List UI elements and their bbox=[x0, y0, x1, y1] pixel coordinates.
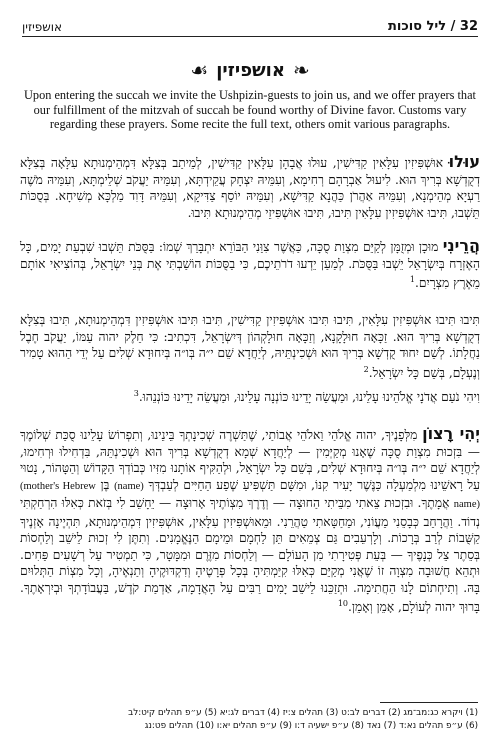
paragraph-text-b: אֲמָתֶךָ. וּבִזְכוּת צֵאתִי מִבֵּיתִי הַחוּצָה — וְדֶרֶךְ מִצְוֹתֶיךָ אָרוּצָה — יֵחָשֵׁב לִי בְּזֹאת כְּאִלּוּ הִרְחַקְתִּי נְדוֹד. וַהֲרָחֵב כְּבָסֵנִי מֵעֲוֹנִי, וּמֵחַטָּאתִי טַהֲרֵנִי. וּמֵאוּשְׁפִּיזִין עִלָּאִין, אוּשְׁפִּיזִין דִּמְהֵימְנוּתָא, תִּהְיֶינָה אָזְנֶיךָ קַשֻּׁבוֹת לְרַב בְּרָכוֹת. וְלָרְעֵבִים גַּם צְמֵאִים תֵּן לַחְמָם וּמֵימָם הַנֶּאֱמָנִים. וְתִתֶּן לִי זְכוּת לֵישֵׁב וְלַחְסוֹת בְּסֵתֶר צֵל כְּנָפֶיךָ — בְּעֵת פְּטִירָתִי מִן הָעוֹלָם — וְלַחְסוֹת מִזֶּרֶם וּמִמָּטָר, כִּי תַמְטִיר עַל רְשָׁעִים פַּחִים. וּתְהֵא חֲשׁוּבָה מִצְוָה זוֹ שֶׁאֲנִי מְקַיֵּם כְּאִלּוּ קִיַּמְתִּיהָ בְּכָל פְּרָטֶיהָ וְדִקְדּוּקֶיהָ וְתַנְאֶיהָ, וְכָל מִצְוֹת הַתְּלוּיִם בָּהּ. וְתִיחְתוֹם לָנוּ הַחֲתִימָה. וּתְזַכֵּנוּ לֵישֵׁב יָמִים רַבִּים עַל הָאֲדָמָה, אַדְמַת קֹדֶשׁ, בַּעֲבוֹדָתְךָ וּבְיִרְאָתֶךָ. בָּרוּךְ יהוה לְעוֹלָם, אָמֵן וְאָמֵן. bbox=[20, 496, 480, 615]
header-rule bbox=[22, 36, 478, 37]
paragraph-lead-word: יְהִי רָצוֹן bbox=[422, 424, 481, 443]
paragraph-hareini bbox=[20, 238, 480, 292]
paragraph-ulu bbox=[20, 154, 480, 221]
paragraph-text: מוּכָן וּמְזֻמָּן לְקַיֵּם מִצְוַת סֻכָּה, כַּאֲשֶׁר צִוַּנִי הַבּוֹרֵא יִתְבָּרַךְ שְׁמוֹ: בַּסֻּכֹּת תֵּשְׁבוּ שִׁבְעַת יָמִים, כָּל הָאֶזְרָח בְּיִשְׂרָאֵל יֵשְׁבוּ בַּסֻּכֹּת. לְמַעַן יֵדְעוּ דֹרֹתֵיכֶם, כִּי בַסֻּכּוֹת הוֹשַׁבְתִּי אֶת בְּנֵי יִשְׂרָאֵל, בְּהוֹצִיאִי אוֹתָם מֵאֶרֶץ מִצְרָיִם. bbox=[20, 240, 480, 291]
mother-name-placeholder: (mother's Hebrew name) bbox=[20, 480, 481, 510]
running-head-section: אושפיזין bbox=[22, 20, 63, 34]
footnotes bbox=[22, 707, 478, 733]
paragraph-lead-word: הֲרֵינִי bbox=[442, 236, 480, 255]
footnote-marker: 3 bbox=[133, 389, 139, 398]
paragraph-text-a: מִלְּפָנֶיךָ, יהוה אֱלֹהַי וֵאלֹהֵי אֲבוֹתַי, שֶׁתַּשְׁרֶה שְׁכִינָתְךָ בֵּינֵינוּ, וְתִפְרוֹשׂ עָלֵינוּ סֻכַּת שְׁלוֹמֶךָ — בִּזְכוּת מִצְוַת סֻכָּה שֶׁאָנוּ מְקַיְּמִין — לְיַחֲדָא שְׁמָא דְקֻדְשָׁא בְּרִיךְ הוּא וּשְׁכִינְתֵּהּ, בִּדְחִילוּ וּרְחִימוּ, לְיַחֲדָא שֵׁם י״ה בְּו״ה בְּיִחוּדָא שְׁלִים, בְּשֵׁם כָּל יִשְׂרָאֵל, וּלְהַקִּיף אוֹתָנוּ מִזִּיו כְּבוֹדְךָ הַקָּדוֹשׁ וְהַטָּהוֹר, נָטוּי עַל רָאשֵׁינוּ מִלְמַעְלָה כַּנֶּשֶׁר יָעִיר קִנּוֹ, וּמִשָּׁם תַּשְׁפִּיעַ שֶׁפַע הַחַיִּים לְעַבְדְּךָ bbox=[20, 428, 481, 492]
paragraph-text: אוּשְׁפִּיזִין עִלָּאִין קַדִּישִׁין, עוּלוּ אֲבָהָן עִלָּאִין קַדִּישִׁין, לְמֵיתַב בְּצִלָּא דִּמְהֵימְנוּתָא עִלָּאָה בְּצִלָּא דְקֻדְשָׁא בְּרִיךְ הוּא. לִיעוּל אַבְרָהָם רְחִימָא, וְעִמֵּיהּ יִצְחָק עֲקֵידְתָּא, וְעִמֵּיהּ יַעֲקֹב שְׁלֵימְתָּא, וְעִמֵּיהּ מֹשֶׁה רַעְיָא מְהֵימְנָא, וְעִמֵּיהּ אַהֲרֹן כַּהֲנָא קַדִּישָׁא, וְעִמֵּיהּ יוֹסֵף צַדִּיקָא, וְעִמֵּיהּ דָּוִד מַלְכָּא מְשִׁיחָא. בְּסֻכּוֹת תֵּשְׁבוּ, תִּיבוּ אוּשְׁפִּיזִין עִלָּאִין תִּיבוּ, תִּיבוּ אוּשְׁפִּיזֵי מְהֵימְנוּתָא תִּיבוּ. bbox=[20, 156, 480, 220]
son-of-word: בֶּן bbox=[100, 477, 110, 492]
english-introduction: Upon entering the succah we invite the Ushpizin-guests to join us, and we offer prayers that our fulfillment of the mitzvah of succah be found worthy of Divine favor. Customs vary regarding these prayers. Some recite the full text, others omit various paragraphs. bbox=[24, 88, 476, 131]
paragraph-tivu bbox=[20, 312, 480, 381]
paragraph-vihi-noam bbox=[20, 386, 480, 406]
ornament-left-icon: ☙ bbox=[190, 58, 209, 82]
title-block bbox=[0, 58, 500, 82]
ornament-right-icon: ❧ bbox=[292, 58, 310, 82]
page-title: אושפיזין bbox=[216, 59, 285, 81]
paragraph-yehi-ratzon bbox=[20, 426, 480, 616]
name-placeholder: (name) bbox=[114, 480, 144, 492]
paragraph-text: וִיהִי נֹעַם אֲדֹנָי אֱלֹהֵינוּ עָלֵינוּ, וּמַעֲשֵׂה יָדֵינוּ כּוֹנְנָה עָלֵינוּ, וּמַעֲשֵׂה יָדֵינוּ כּוֹנְנֵהוּ. bbox=[138, 390, 480, 405]
paragraph-lead-word: עוּלוּ bbox=[448, 152, 480, 171]
footnote-marker: 2 bbox=[363, 364, 369, 374]
footnote-marker: 1 bbox=[409, 275, 415, 284]
footnote-line: (6) ע״פ תהלים נא:ד (7) נאד (8) ע״פ ישעיה ד:ו (9) ע״פ תהלים יא:ו (10) תהלים פט:נג bbox=[144, 721, 478, 731]
running-head-page: 32 / ליל סוכות bbox=[388, 19, 478, 34]
paragraph-text: תִּיבוּ תִּיבוּ אוּשְׁפִּיזִין עִלָּאִין, תִּיבוּ תִּיבוּ אוּשְׁפִּיזִין קַדִּישִׁין, תִּיבוּ תִּיבוּ אוּשְׁפִּיזִין דִּמְהֵימְנוּתָא, תִּיבוּ בְּצִלָּא דְקֻדְשָׁא בְּרִיךְ הוּא. זַכָּאָה חוּלָקָנָא, וְזַכָּאָה חוּלָקְהוֹן דְּיִשְׂרָאֵל, דִּכְתִיב: כִּי חֵלֶק יהוה עַמּוֹ, יַעֲקֹב חֶבֶל נַחֲלָתוֹ. לְשֵׁם יִחוּד קֻדְשָׁא בְּרִיךְ הוּא וּשְׁכִינְתֵּיהּ, לְיַחֲדָא שֵׁם י״ה בְּו״ה בְּיִחוּדָא שְׁלִים עַל יְדֵי הַהוּא טָמִיר וְנֶעְלָם, בְּשֵׁם כָּל יִשְׂרָאֵל. bbox=[20, 313, 480, 380]
footnote-line: (1) ויקרא כג:מב־מג (2) דברים לב:ט (3) תהלים צ:יז (4) דברים לג:יא (5) ע״פ תהלים קיט:לב bbox=[128, 708, 478, 718]
footnote-rule bbox=[380, 702, 478, 703]
page-title-box bbox=[190, 58, 309, 82]
page-header bbox=[22, 12, 478, 34]
footnote-marker: 10 bbox=[337, 599, 349, 608]
